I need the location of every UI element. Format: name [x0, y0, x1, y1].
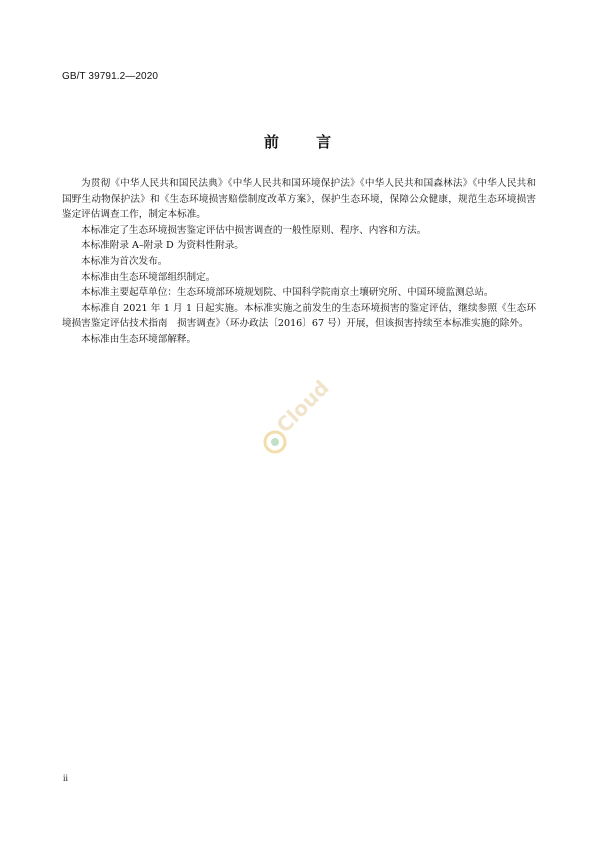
watermark-text: Cloud — [271, 375, 334, 438]
paragraph: 本标准自 2021 年 1 月 1 日起实施。本标准实施之前发生的生态环境损害的鉴定评估，继续参照《生态环境损害鉴定评估技术指南 损害调查》（环办政法〔2016〕67 号）开展，但该损害持续至本标准实施的除外。 — [62, 302, 536, 330]
page-number: ii — [63, 773, 69, 783]
page-title: 前 言 — [263, 133, 348, 151]
paragraph: 本标准由生态环境部解释。 — [81, 333, 197, 345]
paragraph: 本标准主要起草单位：生态环境部环境规划院、中国科学院南京土壤研究所、中国环境监测总站。 — [81, 287, 494, 299]
cloud-watermark-logo — [255, 372, 355, 462]
paragraph: 本标准附录 A–附录 D 为资料性附录。 — [81, 240, 244, 252]
paragraph: 本标准定了生态环境损害鉴定评估中损害调查的一般性原则、程序、内容和方法。 — [81, 224, 427, 236]
paragraph: 本标准为首次发布。 — [81, 255, 168, 267]
watermark-dot-icon — [271, 438, 279, 446]
paragraph: 为贯彻《中华人民共和国民法典》《中华人民共和国环境保护法》《中华人民共和国森林法》《中华人民共和国野生动物保护法》和《生态环境损害赔偿制度改革方案》，保护生态环境，保障公众健康，规范生态环境损害鉴定评估调查工作，制定本标准。 — [62, 178, 536, 221]
paragraph: 本标准由生态环境部组织制定。 — [81, 271, 216, 283]
foreword-body — [62, 176, 536, 348]
standard-code: GB/T 39791.2—2020 — [62, 71, 159, 82]
